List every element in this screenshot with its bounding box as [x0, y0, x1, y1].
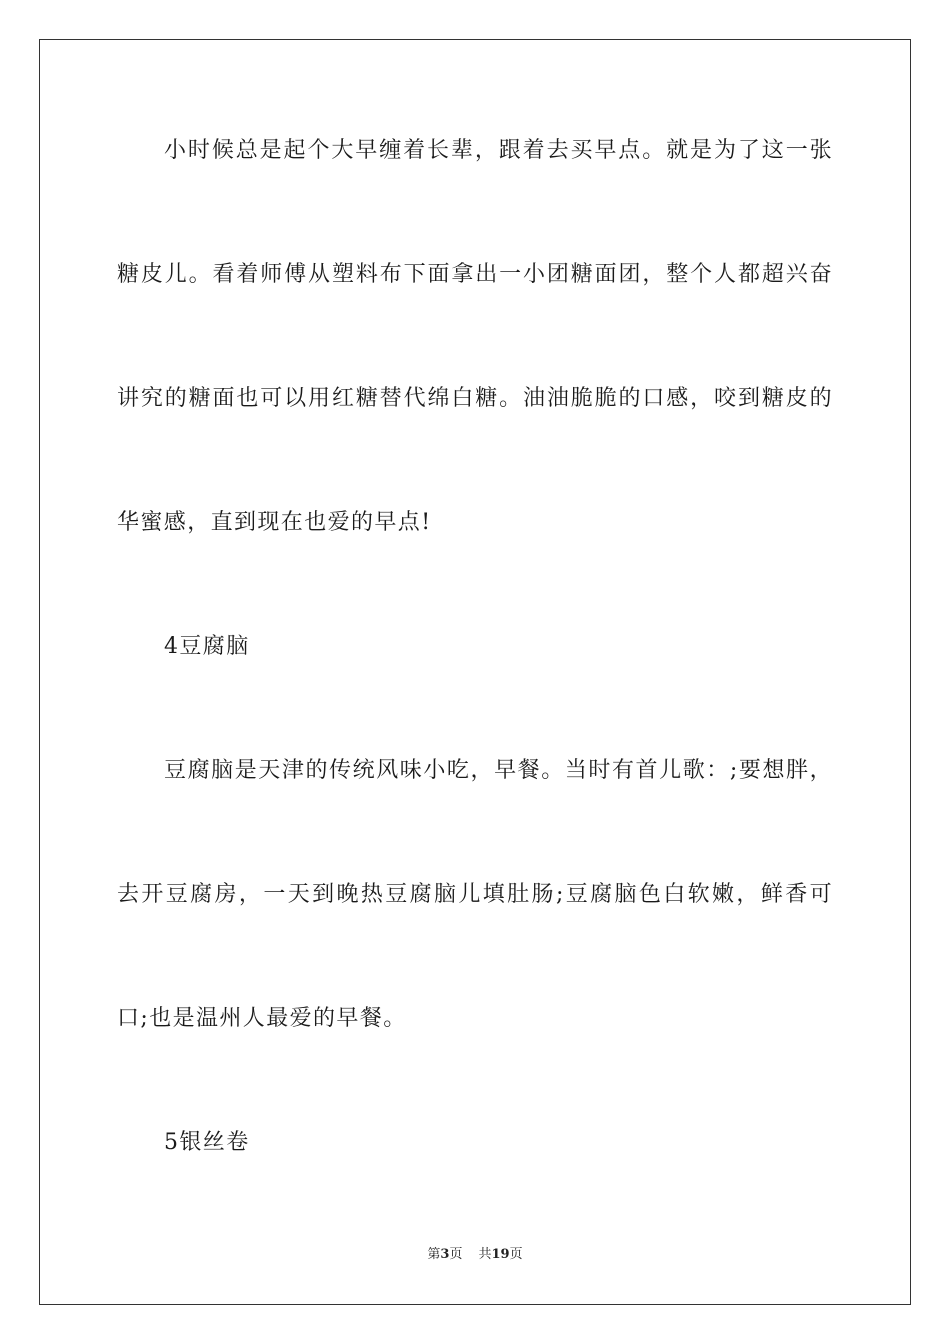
page-number: 3 [440, 1247, 450, 1262]
total-pages: 19 [491, 1247, 510, 1262]
paragraph-line-2: 糖皮儿。看着师傅从塑料布下面拿出一小团糖面团，整个人都超兴奋 [117, 262, 833, 287]
page-prefix: 第 [427, 1247, 441, 1262]
page-footer [0, 1246, 950, 1264]
section-heading-5: 5银丝卷 [164, 1130, 250, 1155]
section-heading-4: 4豆腐脑 [164, 634, 250, 659]
total-suffix: 页 [509, 1247, 523, 1262]
total-prefix: 共 [478, 1247, 492, 1262]
paragraph-line-3: 讲究的糖面也可以用红糖替代绵白糖。油油脆脆的口感，咬到糖皮的 [117, 386, 833, 411]
page-suffix: 页 [449, 1247, 463, 1262]
paragraph-line-6: 去开豆腐房，一天到晚热豆腐脑儿填肚肠;豆腐脑色白软嫩，鲜香可 [117, 882, 833, 907]
paragraph-line-1: 小时候总是起个大早缠着长辈，跟着去买早点。就是为了这一张 [164, 138, 833, 163]
paragraph-line-5: 豆腐脑是天津的传统风味小吃，早餐。当时有首儿歌：;要想胖， [164, 758, 833, 783]
paragraph-line-4: 华蜜感，直到现在也爱的早点! [117, 510, 432, 535]
page-frame [39, 39, 911, 1305]
paragraph-line-7: 口;也是温州人最爱的早餐。 [117, 1006, 407, 1031]
